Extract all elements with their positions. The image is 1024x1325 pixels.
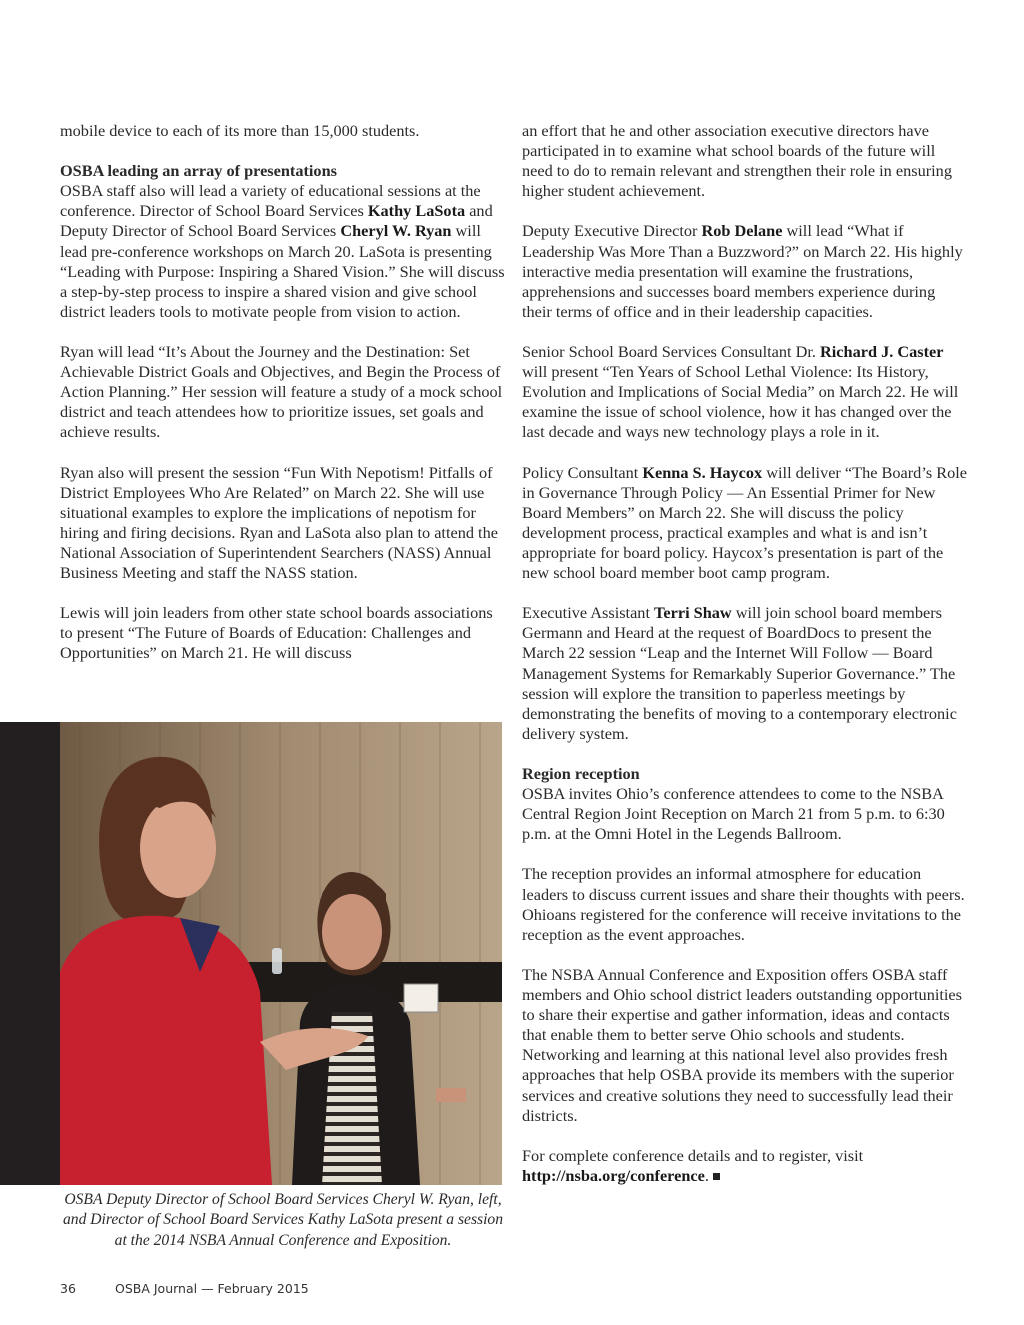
name-bold: Richard J. Caster <box>820 342 944 362</box>
text-run: will lead pre-conference workshops on March 20. LaSota is presenting “Leading with Purpose: Inspiring a Shared Vision.” She will discuss a step-by-step process to inspire a shared vision and give school district leaders tools to motivate people from vision to action. <box>60 221 505 321</box>
name-bold: Terri Shaw <box>654 603 732 623</box>
photo-illustration <box>60 722 502 1185</box>
text-run: will deliver “The Board’s Role in Governance Through Policy — An Essential Primer for New Board Members” on March 22. She will discuss the policy development process, practical examples and what is and isn’t appropriate for board policy. Haycox’s presentation is part of the new school board member boot camp program. <box>522 462 968 583</box>
section-presentations <box>60 161 506 322</box>
conference-link[interactable]: http://nsba.org/conference <box>522 1165 705 1185</box>
paragraph: Lewis will join leaders from other state school boards associations to present “The Future of Boards of Education: Challenges and Opportunities” on March 21. He will discuss <box>60 603 493 663</box>
left-column <box>60 121 506 684</box>
section-region-reception <box>522 764 968 844</box>
page-footer <box>60 1281 309 1296</box>
text-run: For complete conference details and to register, visit <box>522 1145 864 1165</box>
text-run: Senior School Board Services Consultant Dr. <box>522 342 821 362</box>
paragraph: an effort that he and other association executive directors have participated in to examine what school boards of the future will need to do to remain relevant and strengthen their role in ensuring higher student achievement. <box>522 121 952 201</box>
paragraph: Ryan will lead “It’s About the Journey and the Destination: Set Achievable District Goals and Objectives, and Begin the Process of Action Planning.” Her session will feature a study of a mock school district and teach attendees how to prioritize issues, set goals and achieve results. <box>60 342 503 442</box>
name-bold: Cheryl W. Ryan <box>340 221 452 241</box>
paragraph <box>522 221 968 321</box>
text-run: OSBA staff also will lead a variety of educational sessions at the conference. Director of School Board Services <box>60 181 481 221</box>
section-heading: OSBA leading an array of presentations <box>60 161 337 181</box>
paragraph <box>522 342 968 442</box>
name-bold: Kenna S. Haycox <box>642 462 763 482</box>
text-run: . <box>704 1165 709 1185</box>
photo-caption: OSBA Deputy Director of School Board Services Cheryl W. Ryan, left, and Director of School Board Services Kathy LaSota present a session at the 2014 NSBA Annual Conference and Exposition. <box>62 1191 504 1249</box>
text-run: OSBA invites Ohio’s conference attendees to come to the NSBA Central Region Joint Reception on March 21 from 5 p.m. to 6:30 p.m. at the Omni Hotel in the Legends Ballroom. <box>522 784 945 844</box>
text-run: will join school board members Germann and Heard at the request of BoardDocs to present the March 22 session “Leap and the Internet Will Follow — Board Management Systems for Remarkably Superior Governance.” The session will explore the transition to paperless meetings by demonstrating the benefits of moving to a contemporary electronic delivery system. <box>522 603 957 743</box>
page-number: 36 <box>60 1281 76 1296</box>
text-run: and Deputy Director of School Board Services <box>60 201 493 241</box>
paragraph: The NSBA Annual Conference and Exposition offers OSBA staff members and Ohio school district leaders outstanding opportunities to share their expertise and gather information, ideas and contacts that enable them to better serve Ohio schools and students. Networking and learning at this national level also provides fresh approaches that help OSBA provide its members with the superior services and creative solutions they need to successfully lead their districts. <box>522 964 962 1125</box>
name-bold: Kathy LaSota <box>367 201 466 221</box>
section-heading: Region reception <box>522 764 640 783</box>
paragraph <box>522 603 968 744</box>
paragraph <box>522 1146 968 1186</box>
right-column <box>522 121 968 1206</box>
text-run: Executive Assistant <box>522 603 655 623</box>
photo-side-bar <box>0 722 60 1185</box>
paragraph: The reception provides an informal atmosphere for education leaders to discuss current issues and share their thoughts with peers. Ohioans registered for the conference will receive invitations to the reception as the event approaches. <box>522 864 965 944</box>
photo <box>60 722 502 1185</box>
paragraph: Ryan also will present the session “Fun With Nepotism! Pitfalls of District Employees Who Are Related” on March 22. She will use situational examples to explore the implications of nepotism for hiring and firing decisions. Ryan and LaSota also plan to attend the National Association of Superintendent Searchers (NASS) Annual Business Meeting and staff the NASS station. <box>60 462 498 583</box>
text-run: will lead “What if Leadership Was More Than a Buzzword?” on March 22. His highly interactive media presentation will examine the frustrations, apprehensions and successes board members experience during their terms of office and in their leadership capacities. <box>522 221 963 321</box>
text-run: Deputy Executive Director <box>522 221 702 241</box>
publication-title: OSBA Journal — February 2015 <box>115 1281 309 1296</box>
end-mark-icon <box>713 1173 720 1180</box>
text-run: Policy Consultant <box>522 462 643 482</box>
name-bold: Rob Delane <box>701 221 783 241</box>
text-run: will present “Ten Years of School Lethal Violence: Its History, Evolution and Implications of Social Media” on March 22. He will examine the issue of school violence, how it has changed over the last decade and ways new technology plays a role in it. <box>522 362 959 442</box>
paragraph: mobile device to each of its more than 15,000 students. <box>60 121 420 140</box>
paragraph <box>522 463 968 584</box>
